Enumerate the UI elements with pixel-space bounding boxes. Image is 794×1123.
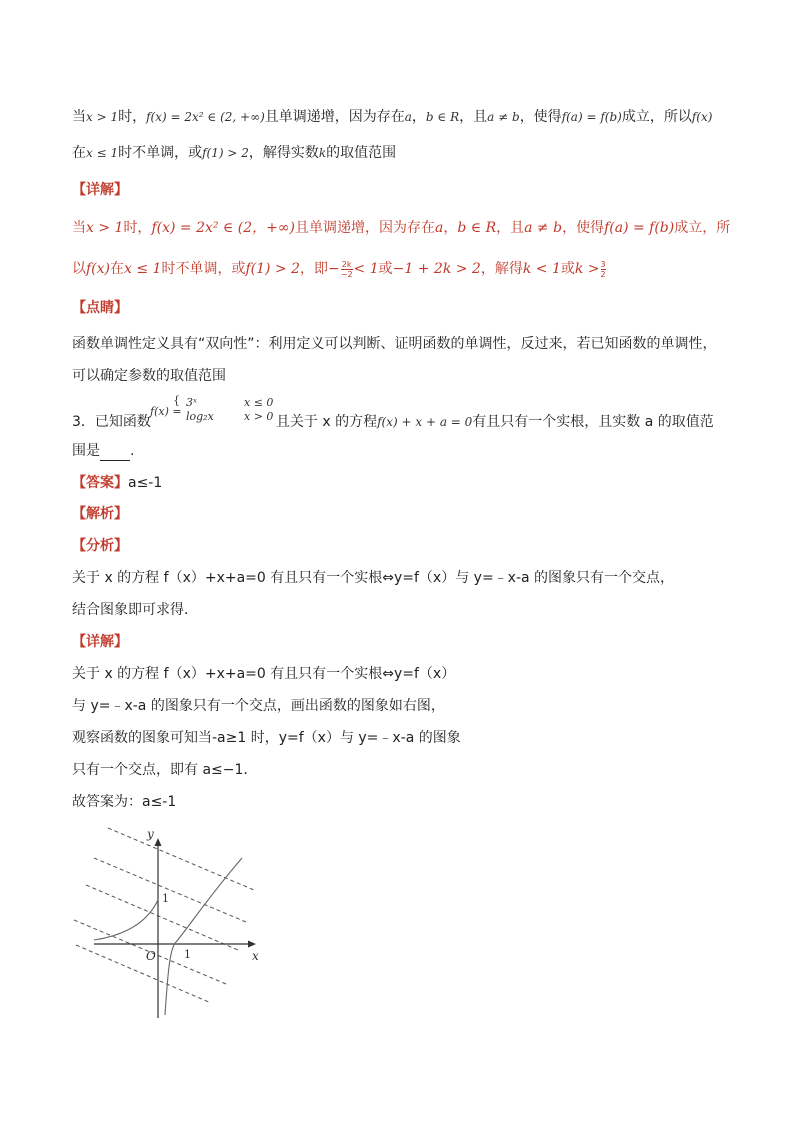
section-heading-detail-2: 【详解】	[72, 634, 128, 650]
detail2-line-2: 与 y=﹣x-a 的图象只有一个交点，画出函数的图象如右图，	[72, 698, 445, 714]
fraction: $\frac{3}{2}$	[600, 259, 606, 279]
section-heading-jiexi: 【解析】	[72, 506, 128, 522]
detail2-line-3: 观察函数的图象可知当-a≥1 时，y=f（x）与 y=﹣x-a 的图象	[72, 730, 461, 746]
math: x ≤ 1	[86, 146, 119, 160]
equation: f(x) + x + a = 0	[377, 415, 473, 429]
math: a ≠ b	[487, 110, 520, 124]
exp-curve	[94, 900, 158, 940]
detail-line-2: 以f(x)在x ≤ 1时不单调，或f(1) > 2，即− $\frac{2k}{-2}$ < 1或−1 + 2k > 2，解得k < 1或k > $\frac{3}{2}$	[72, 259, 606, 279]
x-axis-arrow	[248, 941, 256, 948]
log-curve	[165, 858, 242, 1015]
detail2-line-1: 关于 x 的方程 f（x）+x+a=0 有且只有一个实根⇔y=f（x）	[72, 666, 456, 682]
tick-label-x: 1	[184, 948, 191, 961]
dashed-line	[94, 858, 246, 922]
x-axis-label: x	[252, 949, 259, 963]
y-axis-arrow	[155, 838, 162, 846]
fenxi-line-1: 关于 x 的方程 f（x）+x+a=0 有且只有一个实根⇔y=f（x）与 y=﹣x-a 的图象只有一个交点，	[72, 570, 675, 586]
section-heading-key: 【点睛】	[72, 300, 128, 316]
section-heading-detail: 【详解】	[72, 182, 128, 198]
origin-label: O	[146, 949, 156, 963]
fenxi-line-2: 结合图象即可求得．	[72, 602, 198, 618]
math: a	[404, 110, 412, 124]
dashed-line	[108, 828, 254, 890]
math: f(x) = 2x² ∈ (2, +∞)	[146, 110, 265, 124]
detail-line-1: 当x > 1时，f(x) = 2x² ∈ (2，+∞)且单调递增，因为存在a，b ∈ R，且a ≠ b，使得f(a) = f(b)成立，所	[72, 220, 731, 236]
question-3-line-2: 围是 .	[72, 443, 135, 459]
tick-label-y: 1	[162, 892, 169, 905]
answer-blank	[100, 446, 130, 461]
math: b ∈ R	[425, 110, 460, 124]
function-graph	[66, 820, 266, 1020]
math: x > 1	[86, 110, 119, 124]
y-axis-label: y	[147, 827, 154, 841]
question-3-line-1: 3．已知函数 且关于 x 的方程f(x) + x + a = 0有且只有一个实根，且实数 a 的取值范	[72, 414, 714, 430]
brace: {	[173, 394, 180, 407]
fraction: $\frac{2k}{-2}$	[340, 259, 353, 279]
analysis-line-1: 当x > 1时，f(x) = 2x² ∈ (2, +∞)且单调递增，因为存在a，b ∈ R，且a ≠ b，使得f(a) = f(b)成立，所以f(x)	[72, 109, 713, 125]
answer-line: 【答案】a≤-1	[72, 475, 163, 491]
section-heading-fenxi: 【分析】	[72, 538, 128, 554]
piecewise-function: f(x) = { 3ˣ log₂x x ≤ 0 x > 0	[150, 394, 274, 423]
detail2-line-4: 只有一个交点，即有 a≤−1．	[72, 762, 258, 778]
math: f(1) > 2	[202, 146, 249, 160]
final-answer: 故答案为：a≤-1	[72, 794, 177, 810]
key-line-2: 可以确定参数的取值范围	[72, 368, 226, 384]
math: k	[318, 146, 327, 160]
math: f(a) = f(b)	[561, 110, 622, 124]
analysis-line-2: 在x ≤ 1时不单调，或f(1) > 2，解得实数k的取值范围	[72, 145, 397, 161]
key-line-1: 函数单调性定义具有“双向性”：利用定义可以判断、证明函数的单调性，反过来，若已知函数的单调性，	[72, 336, 717, 352]
math: f(x)	[691, 110, 713, 124]
